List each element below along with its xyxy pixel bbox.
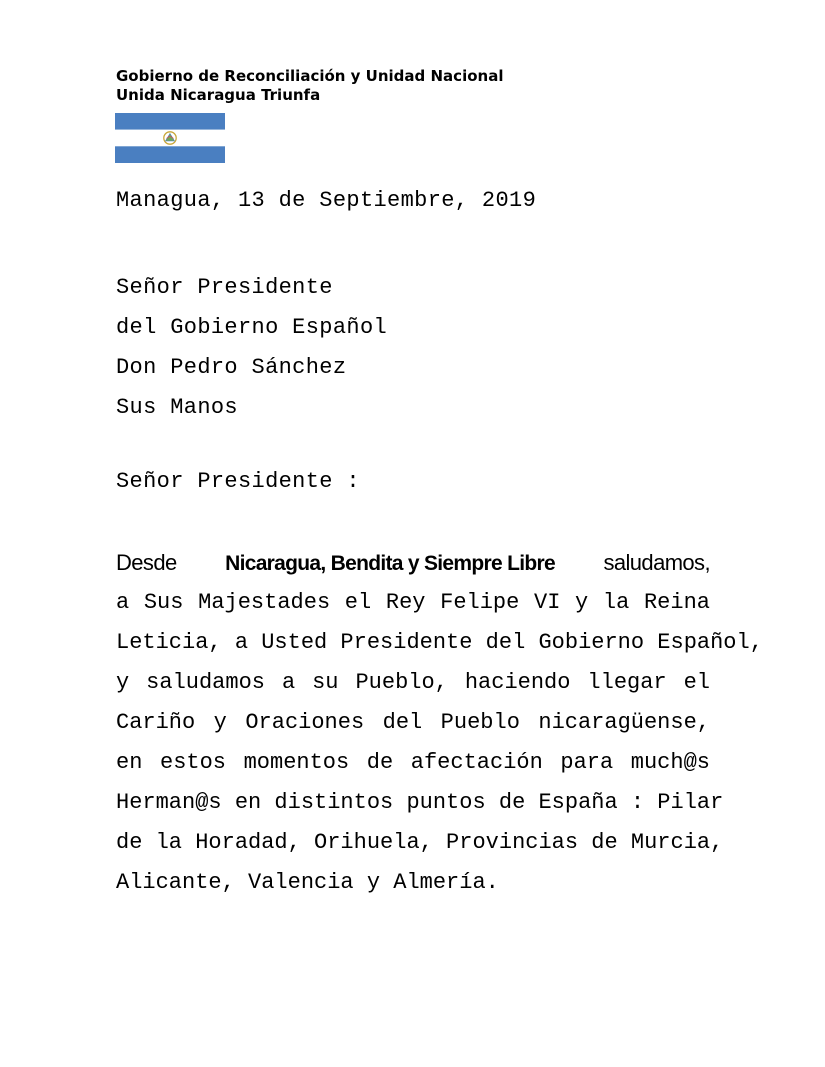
body-line: a Sus Majestades el Rey Felipe VI y la Reina xyxy=(116,590,710,615)
body-line: Alicante, Valencia y Almería. xyxy=(116,870,499,895)
recipient-line: Don Pedro Sánchez xyxy=(116,355,347,380)
body-line: Herman@s en distintos puntos de España : Pilar xyxy=(116,790,724,815)
body-bold-phrase: Nicaragua, Bendita y Siempre Libre xyxy=(225,552,555,575)
body-after-bold: saludamos, xyxy=(603,550,710,575)
recipient-line: Señor Presidente xyxy=(116,275,333,300)
nicaragua-flag-icon xyxy=(115,113,225,163)
body-line: y saludamos a su Pueblo, haciendo llegar el xyxy=(116,670,710,695)
recipient-line: Sus Manos xyxy=(116,395,238,420)
body-line: Leticia, a Usted Presidente del Gobierno Español, xyxy=(116,630,763,655)
letterhead-slogan: Unida Nicaragua Triunfa xyxy=(116,86,321,104)
body-line: Cariño y Oraciones del Pueblo nicaragüense, xyxy=(116,710,710,735)
body-intro-word: Desde xyxy=(116,550,177,575)
body-first-line xyxy=(116,543,710,583)
flag-stripe-bottom xyxy=(115,146,225,163)
body-paragraph xyxy=(116,543,763,903)
salutation: Señor Presidente : xyxy=(116,469,360,494)
letter-date: Managua, 13 de Septiembre, 2019 xyxy=(116,188,537,213)
body-line: en estos momentos de afectación para much@s xyxy=(116,750,710,775)
letterhead-government-name: Gobierno de Reconciliación y Unidad Nacional xyxy=(116,67,504,85)
flag-stripe-top xyxy=(115,113,225,130)
recipient-line: del Gobierno Español xyxy=(116,315,388,340)
letterhead xyxy=(116,67,503,105)
body-line: de la Horadad, Orihuela, Provincias de Murcia, xyxy=(116,830,724,855)
recipient-block xyxy=(116,268,387,428)
